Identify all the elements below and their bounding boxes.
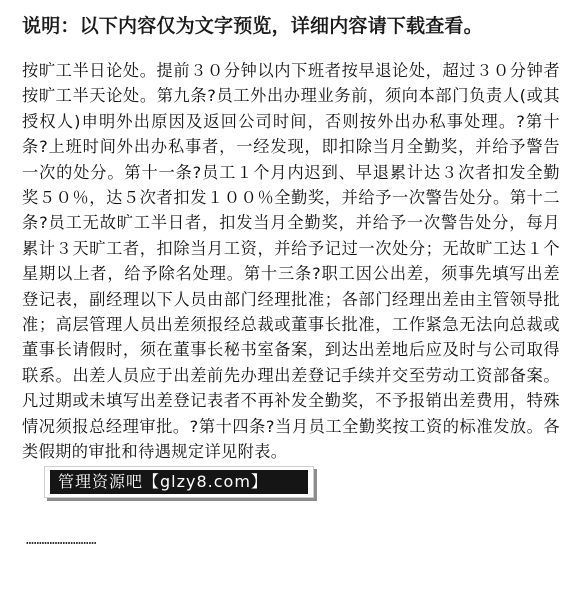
continuation-ellipsis: ………………………: [26, 533, 97, 548]
preview-notice: 说明：以下内容仅为文字预览，详细内容请下载查看。: [22, 15, 483, 37]
watermark-text: 管理资源吧【glzy8.com】: [50, 470, 308, 494]
document-body-text: 按旷工半日论处。提前３０分钟以内下班者按早退论处，超过３０分钟者按旷工半天论处。第九条?员工外出办理业务前，须向本部门负责人(或其授权人)申明外出原因及返回公司时间，否则按外出办私事处理。?第十条?上班时间外出办私事者，一经发现，即扣除当月全勤奖，并给予警告一次的处分。第十一条?员工１个月内迟到、早退累计达３次者扣发全勤奖５０％，达５次者扣发１００％全勤奖，并给予一次警告处分。第十二条?员工无故旷工半日者，扣发当月全勤奖，并给予一次警告处分，每月累计３天旷工者，扣除当月工资，并给予记过一次处分；无故旷工达１个星期以上者，给予除名处理。第十三条?职工因公出差，须事先填写出差登记表，副经理以下人员由部门经理批准；各部门经理出差由主管领导批准；高层管理人员出差须报经总裁或董事长批准，工作紧急无法向总裁或董事长请假时，须在董事长秘书室备案，到达出差地后应及时与公司取得联系。出差人员应于出差前先办理出差登记手续并交至劳动工资部备案。凡过期或未填写出差登记表者不再补发全勤奖，不予报销出差费用，特殊情况须报总经理审批。?第十四条?当月员工全勤奖按工资的标准发放。各类假期的审批和待遇规定详见附表。: [22, 61, 560, 462]
watermark-banner: [44, 466, 314, 498]
